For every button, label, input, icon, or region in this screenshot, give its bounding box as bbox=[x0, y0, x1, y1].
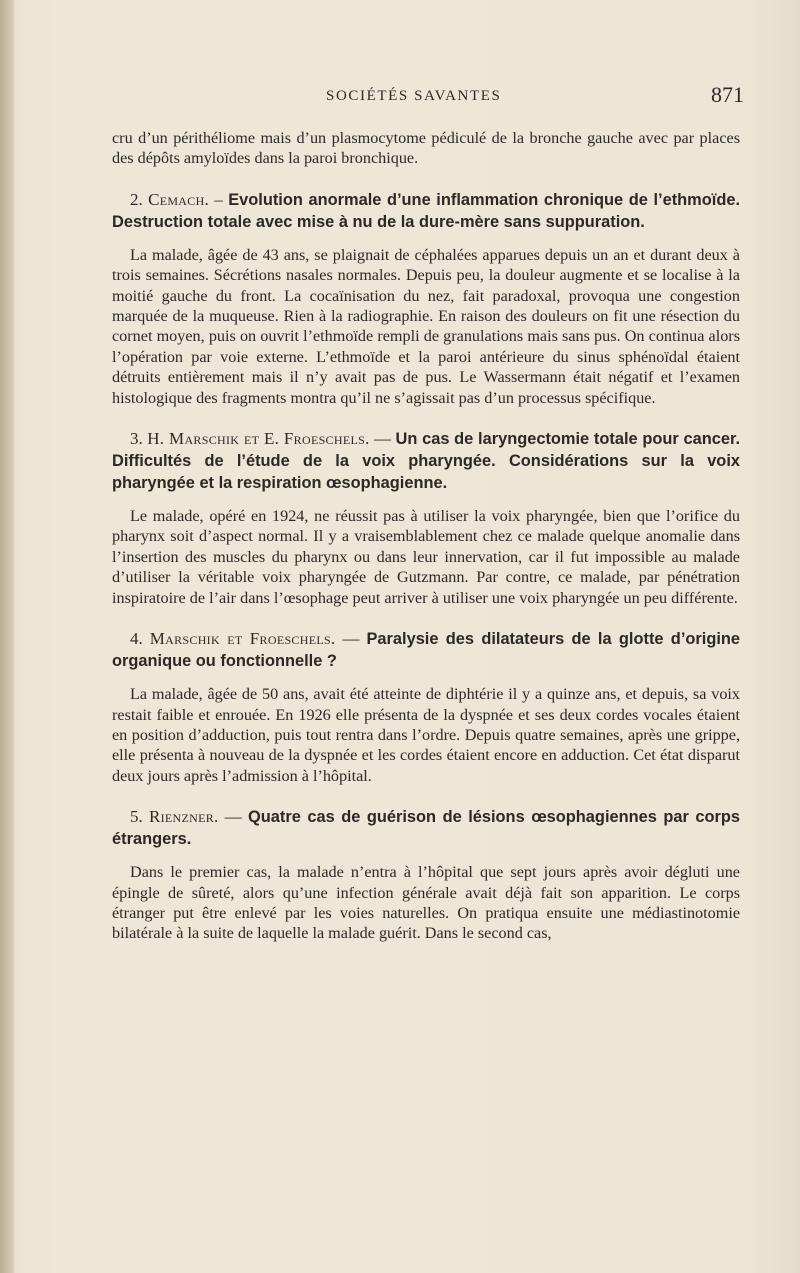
section-heading-5 bbox=[112, 806, 740, 850]
section-heading-4 bbox=[112, 628, 740, 672]
section-separator: — bbox=[369, 429, 396, 449]
section-title: Un cas de laryngectomie totale pour cancer. Difficultés de l’étude de la voix pharyngée. Considérations sur la voix pharyngée et la respiration œsophagienne. bbox=[112, 430, 741, 493]
section-heading-3 bbox=[112, 428, 740, 494]
section-title: Evolution anormale d’une inflammation chronique de l’ethmoïde. Destruction totale avec mise à nu de la dure-mère sans suppuration. bbox=[112, 190, 741, 231]
section-body: Le malade, opéré en 1924, ne réussit pas à utiliser la voix pharyngée, bien que l’orifice du pharynx soit d’aspect normal. Il y a vraisemblablement chez ce malade quelque anomalie dans l’insertion des muscles du pharynx ou dans leur innervation, car il fut impossible au malade d’utiliser la véritable voix pharyngée de Gutzmann. Par contre, ce malade, par pénétration inspiratoire de l’air dans l’œsophage peut arriver à utiliser une voix pharyngée un peu différente. bbox=[112, 507, 740, 607]
section-authors: Rienzner. bbox=[148, 807, 219, 827]
page-header bbox=[108, 82, 744, 114]
section-authors: Marschik et Froeschels. bbox=[149, 629, 336, 649]
section-body: Dans le premier cas, la malade n’entra à l’hôpital que sept jours après avoir dégluti une épingle de sûreté, alors qu’une infection générale avait déjà fait son apparition. Le corps étranger put être enlevé par les voies naturelles. On pratiqua ensuite une médiastinotomie bilatérale à la suite de laquelle la malade guérit. Dans le second cas, bbox=[112, 863, 740, 943]
section-authors: H. Marschik et E. Froeschels. bbox=[147, 429, 370, 449]
section-heading-2 bbox=[112, 189, 740, 233]
running-title: SOCIÉTÉS SAVANTES bbox=[326, 88, 502, 104]
section-title: Quatre cas de guérison de lésions œsophagiennes par corps étrangers. bbox=[112, 808, 741, 849]
section-separator: — bbox=[218, 807, 249, 827]
section-body: La malade, âgée de 43 ans, se plaignait de céphalées apparues depuis un an et durant deux à trois semaines. Sécrétions nasales normales. Depuis peu, la douleur augmente et se localise à la moitié gauche du front. La cocaïnisation du nez, fait paradoxal, provoqua une congestion marquée de la muqueuse. Rien à la radiographie. En raison des douleurs on fit une résection du cornet moyen, puis on ouvrit l’ethmoïde rempli de granulations mais sans pus. On continua alors l’opération par voie externe. L’ethmoïde et la paroi antérieure du sinus sphénoïdal étaient détruits entièrement mais il n’y avait pas de pus. Le Wassermann était négatif et l’examen histologique des fragments montra qu’il ne s’agissait pas d’un processus spécifique. bbox=[112, 245, 740, 407]
section-number: 4. bbox=[130, 629, 143, 649]
section-number: 5. bbox=[130, 807, 143, 827]
page-binding-edge bbox=[0, 0, 14, 1273]
section-separator: — bbox=[335, 629, 367, 649]
section-authors: Cemach. bbox=[148, 189, 210, 209]
section-title: Paralysie des dilatateurs de la glotte d’origine organique ou fonctionnelle ? bbox=[112, 630, 741, 671]
section-number: 2. bbox=[130, 189, 143, 209]
page-number: 871 bbox=[711, 82, 744, 107]
section-separator: – bbox=[209, 189, 229, 209]
continued-paragraph: cru d’un périthéliome mais d’un plasmocytome pédiculé de la bronche gauche avec par places des dépôts amyloïdes dans la paroi bronchique. bbox=[112, 129, 740, 168]
section-body: La malade, âgée de 50 ans, avait été atteinte de diphtérie il y a quinze ans, et depuis, sa voix restait faible et enrouée. En 1926 elle présenta de la dyspnée et ses deux cordes vocales étaient en position d’adduction, puis tout rentra dans l’ordre. Depuis quatre semaines, après une grippe, elle présenta à nouveau de la dyspnée et les cordes étaient encore en adduction. Cet état disparut deux jours après l’admission à l’hôpital. bbox=[112, 685, 740, 785]
section-number: 3. bbox=[130, 429, 143, 449]
page-content bbox=[112, 128, 740, 944]
